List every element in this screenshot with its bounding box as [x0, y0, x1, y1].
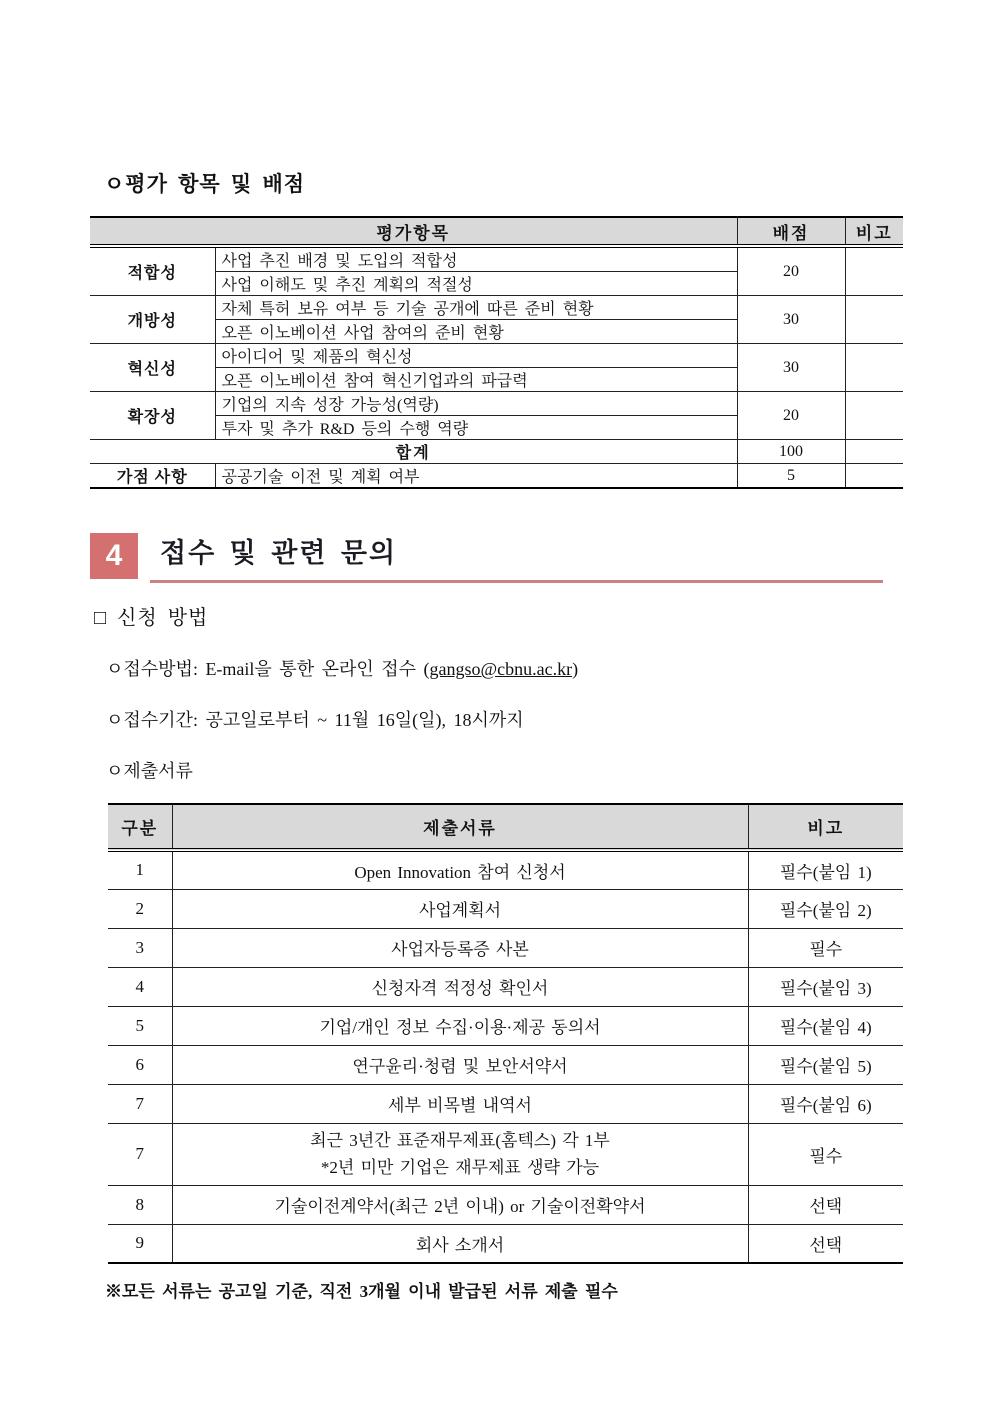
documents-footnote: ※모든 서류는 공고일 기준, 직전 3개월 이내 발급된 서류 제출 필수	[105, 1282, 618, 1301]
doc-title: 회사 소개서	[172, 1224, 748, 1263]
category-cell: 혁신성	[90, 344, 215, 392]
bonus-score-cell: 5	[737, 464, 845, 489]
doc-title	[172, 1123, 748, 1185]
doc-title: 신청자격 적정성 확인서	[172, 967, 748, 1006]
doc-row	[108, 1084, 903, 1123]
doc-no: 8	[108, 1185, 172, 1224]
score-cell: 30	[737, 344, 845, 392]
doc-no: 4	[108, 967, 172, 1006]
doc-no: 2	[108, 889, 172, 928]
apply-method-text-close: )	[572, 659, 579, 679]
doc-title-line1: 최근 3년간 표준재무제표(홈텍스) 각 1부	[310, 1131, 610, 1150]
category-cell: 개방성	[90, 296, 215, 344]
detail-cell: 아이디어 및 제품의 혁신성	[215, 344, 737, 368]
doc-note: 필수	[748, 1123, 903, 1185]
evaluation-heading: ㅇ평가 항목 및 배점	[104, 172, 306, 196]
detail-cell: 오픈 이노베이션 참여 혁신기업과의 파급력	[215, 368, 737, 392]
doc-no: 7	[108, 1123, 172, 1185]
note-cell	[845, 296, 903, 344]
section4-header	[90, 533, 903, 583]
col-header-score: 배점	[737, 217, 845, 246]
detail-cell: 자체 특허 보유 여부 등 기술 공개에 따른 준비 현황	[215, 296, 737, 320]
doc-title: 기술이전계약서(최근 2년 이내) or 기술이전확약서	[172, 1185, 748, 1224]
total-score-cell: 100	[737, 440, 845, 464]
col-header-item: 평가항목	[90, 217, 737, 246]
doc-row	[108, 850, 903, 889]
eval-total-row	[90, 440, 903, 464]
doc-title: Open Innovation 참여 신청서	[172, 850, 748, 889]
detail-cell: 투자 및 추가 R&D 등의 수행 역량	[215, 416, 737, 440]
section-title-underline	[150, 533, 883, 583]
doc-row	[108, 1185, 903, 1224]
note-cell	[845, 246, 903, 296]
doc-no: 6	[108, 1045, 172, 1084]
apply-method-subheading: □ 신청 방법	[94, 607, 209, 629]
detail-cell: 사업 추진 배경 및 도입의 적합성	[215, 246, 737, 272]
note-cell	[845, 440, 903, 464]
detail-cell: 기업의 지속 성장 가능성(역량)	[215, 392, 737, 416]
category-cell: 확장성	[90, 392, 215, 440]
doc-note: 필수(붙임 1)	[748, 850, 903, 889]
apply-method-text: ㅇ접수방법: E-mail을 통한 온라인 접수 (	[106, 659, 430, 679]
documents-table-header-row	[108, 804, 903, 850]
doc-title: 사업자등록증 사본	[172, 928, 748, 967]
doc-title: 사업계획서	[172, 889, 748, 928]
documents-table	[108, 803, 903, 1264]
note-cell	[845, 464, 903, 489]
col-header-doc: 제출서류	[172, 804, 748, 850]
category-cell: 적합성	[90, 246, 215, 296]
doc-no: 5	[108, 1006, 172, 1045]
doc-no: 3	[108, 928, 172, 967]
score-cell: 20	[737, 392, 845, 440]
col-header-note: 비고	[845, 217, 903, 246]
doc-note: 필수(붙임 2)	[748, 889, 903, 928]
doc-row	[108, 967, 903, 1006]
score-cell: 30	[737, 296, 845, 344]
evaluation-table-header-row	[90, 217, 903, 246]
eval-row	[90, 246, 903, 272]
doc-row	[108, 1045, 903, 1084]
doc-row	[108, 928, 903, 967]
doc-row	[108, 1224, 903, 1263]
doc-title: 연구윤리·청렴 및 보안서약서	[172, 1045, 748, 1084]
evaluation-table	[90, 216, 903, 489]
doc-note: 필수(붙임 3)	[748, 967, 903, 1006]
doc-note: 필수(붙임 5)	[748, 1045, 903, 1084]
email-link[interactable]: gangso@cbnu.ac.kr	[429, 659, 573, 679]
bullet-apply-period: ㅇ접수기간: 공고일로부터 ~ 11월 16일(일), 18시까지	[106, 710, 524, 730]
doc-no: 7	[108, 1084, 172, 1123]
doc-note: 필수(붙임 4)	[748, 1006, 903, 1045]
score-cell: 20	[737, 246, 845, 296]
doc-note: 필수(붙임 6)	[748, 1084, 903, 1123]
detail-cell: 사업 이해도 및 추진 계획의 적절성	[215, 272, 737, 296]
eval-row	[90, 296, 903, 320]
eval-row	[90, 344, 903, 368]
doc-row	[108, 889, 903, 928]
total-label-cell: 합계	[90, 440, 737, 464]
bonus-detail-cell: 공공기술 이전 및 계획 여부	[215, 464, 737, 489]
bullet-apply-method	[106, 655, 903, 681]
section-title: 접수 및 관련 문의	[160, 538, 398, 568]
doc-title: 세부 비목별 내역서	[172, 1084, 748, 1123]
col-header-no: 구분	[108, 804, 172, 850]
eval-row	[90, 392, 903, 416]
doc-note: 선택	[748, 1224, 903, 1263]
bullet-documents: ㅇ제출서류	[106, 761, 193, 781]
note-cell	[845, 392, 903, 440]
bonus-category-cell: 가점 사항	[90, 464, 215, 489]
eval-bonus-row	[90, 464, 903, 489]
doc-note: 필수	[748, 928, 903, 967]
col-header-note: 비고	[748, 804, 903, 850]
doc-row	[108, 1123, 903, 1185]
doc-row	[108, 1006, 903, 1045]
doc-title-line2: *2년 미만 기업은 재무제표 생략 가능	[320, 1158, 600, 1177]
doc-no: 1	[108, 850, 172, 889]
detail-cell: 오픈 이노베이션 사업 참여의 준비 현황	[215, 320, 737, 344]
note-cell	[845, 344, 903, 392]
doc-note: 선택	[748, 1185, 903, 1224]
doc-title: 기업/개인 정보 수집·이용·제공 동의서	[172, 1006, 748, 1045]
section-number-badge: 4	[90, 533, 138, 579]
doc-no: 9	[108, 1224, 172, 1263]
